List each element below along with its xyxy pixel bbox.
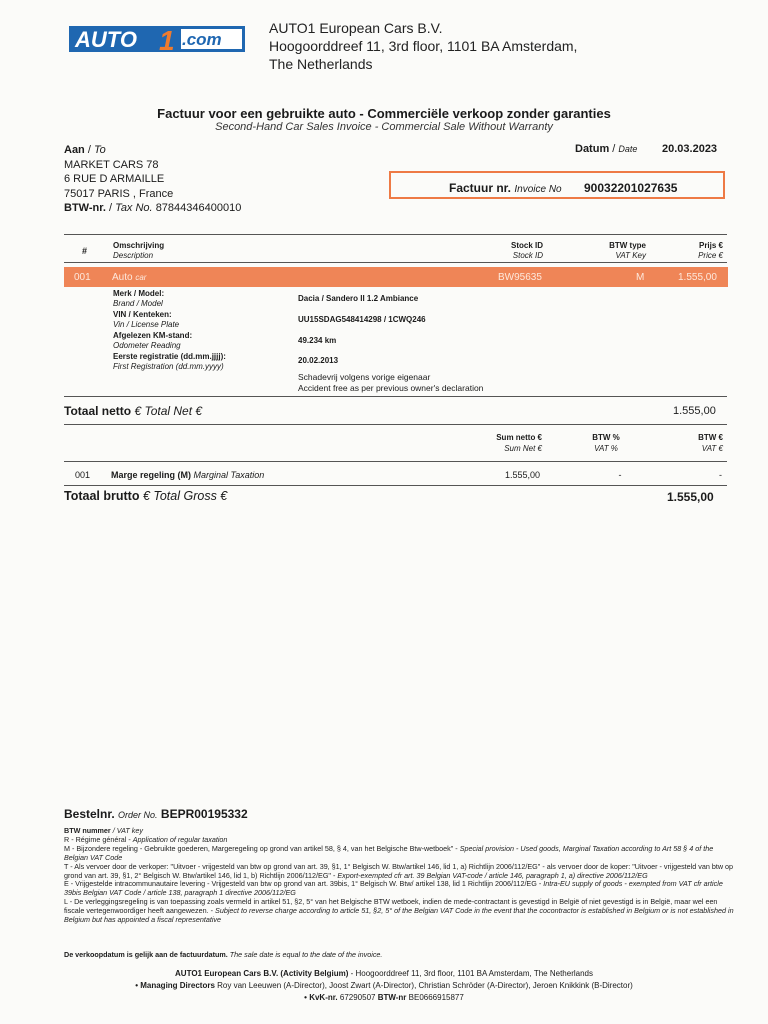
recipient-label: Aan: [64, 144, 85, 156]
invoice-date: 20.03.2023: [662, 143, 718, 155]
marge-label: Marge regeling (M) Marginal Taxation: [111, 470, 265, 480]
recipient-block: Aan / To MARKET CARS 78 6 RUE D ARMAILLE 75017 PARIS , France BTW-nr. / Tax No. 87844346400010: [64, 144, 242, 214]
col-stock: Stock ID Stock ID: [510, 241, 543, 260]
divider: [64, 262, 727, 263]
total-net-value: 1.555,00: [673, 405, 716, 417]
divider: [64, 424, 727, 425]
col-price: Prijs € Price €: [698, 241, 723, 260]
logo-one-text: 1: [159, 26, 175, 52]
logo-auto-text: AUTO: [75, 27, 137, 52]
legal-notes: BTW nummer / VAT key R - Régime général - Application of regular taxation M - Bijzondere regeling - Gebruikte goederen, Margeregeling op grond van artikel 58, § 4, van het Belgische Btw-wetboek" - Special provision - Used goods, Marginal Taxation according to Art 58 § 4 of the Belgian VAT Code T - Als vervoer door de verkoper: "Uitvoer - vrijgesteld van btw op grond van art. 39, §1, 1° Belgisch W. Btw/artikel 146, lid 1, a) Richtlijn 2006/112/EG" - als vervoer door de koper: "Uitvoer - vrijgesteld van btw op grond van art. 39, §1, 2° Belgisch W. Btw/artikel 146, lid 1, b) Richtlijn 2006/112/EG" - Export-exempted cfr art. 39 Belgian VAT-code / article 146, paragraph 1, a) directive 2006/112/EG E - Vrijgestelde intracommunautaire levering - Vrijgesteld van btw op grond van art. 39bis, 1° Belgisch W. Btw/ artikel 138, lid 1 Richtlijn 2006/112/EG - Intra-EU supply of goods - exempted from VAT cfr article 39bis Belgian VAT Code / article 138, paragraph 1 directive 2006/112/EG L - De verleggingsregeling is van toepassing zoals vermeld in artikel 51, §2, 5° van het Belgische BTW wetboek, indien de mede-contractant is gevestigd in België of niet gevestigd is in België, maar wel een fiscale vertegenwoordiger heeft aangewezen. - Subject to reverse charge according to article 51, §2, 5° of the Belgian VAT Code in the event that the cocontractor is established in Belgium or is not established in Belgium but has appointed a fiscal representative: [64, 826, 734, 925]
footer-line-2: • Managing Directors Roy van Leeuwen (A-Director), Joost Zwart (A-Director), Christian Schröder (A-Director), Jeroen Knikkink (B-Director): [135, 981, 633, 990]
footer-line-1: AUTO1 European Cars B.V. (Activity Belgium) - Hoogoorddreef 11, 3rd floor, 1101 BA Amsterdam, The Netherlands: [175, 969, 593, 978]
col-description: Omschrijving Description: [113, 241, 165, 260]
vat-label-en: Tax No.: [115, 202, 153, 214]
order-number: Bestelnr. Order No. BEPR00195332: [64, 807, 248, 821]
recipient-city: 75017 PARIS , France: [64, 187, 174, 200]
divider: [64, 485, 727, 486]
vin-value: UU15SDAG548414298 / 1CWQ246: [298, 315, 426, 324]
vat-pct-header: BTW % VAT %: [592, 433, 620, 453]
marge-sum: 1.555,00: [504, 470, 540, 480]
sale-date-note: De verkoopdatum is gelijk aan de factuurdatum. The sale date is equal to the date of the invoice.: [64, 950, 383, 959]
total-net-label: Totaal netto € Total Net €: [64, 404, 203, 418]
divider: [64, 461, 727, 462]
divider: [64, 396, 727, 397]
divider: [64, 234, 727, 235]
logo-com-text: .com: [182, 30, 222, 49]
date-label: Datum / Date: [575, 143, 638, 155]
vat-eur-header: BTW € VAT €: [698, 433, 723, 453]
vin-label: VIN / Kenteken: Vin / License Plate: [113, 310, 180, 329]
company-address: [269, 19, 577, 73]
item-price: 1.555,00: [678, 272, 717, 283]
invoice-title: Factuur voor een gebruikte auto - Commerciële verkoop zonder garanties: [157, 106, 611, 121]
item-vat-key: M: [636, 272, 645, 283]
reg-value: 20.02.2013: [298, 356, 339, 365]
marge-vat: -: [719, 470, 722, 480]
col-vat-type: BTW type VAT Key: [609, 241, 646, 260]
reg-label: Eerste registratie (dd.mm.jjjj): First Registration (dd.mm.yyyy): [113, 352, 226, 371]
col-num: #: [82, 246, 88, 256]
invoice-number: 90032201027635: [584, 181, 678, 195]
recipient-street: 6 RUE D ARMAILLE: [64, 173, 165, 185]
vat-label: BTW-nr.: [64, 202, 106, 214]
item-desc: Auto car: [112, 272, 147, 283]
auto1-logo: [69, 26, 245, 52]
marge-num: 001: [75, 470, 91, 480]
footer-line-3: • KvK-nr. 67290507 BTW-nr BE0666915877: [304, 993, 464, 1002]
brand-value: Dacia / Sandero II 1.2 Ambiance: [298, 294, 419, 303]
invoice-number-label: Factuur nr. Invoice No: [449, 181, 562, 195]
item-num: 001: [74, 272, 91, 283]
marge-pct: -: [618, 470, 622, 480]
km-label: Afgelezen KM-stand: Odometer Reading: [113, 331, 193, 350]
company-street: Hoogoorddreef 11, 3rd floor, 1101 BA Amsterdam,: [269, 38, 578, 54]
company-name: AUTO1 European Cars B.V.: [269, 20, 443, 36]
company-country: The Netherlands: [269, 56, 373, 72]
brand-label: Merk / Model: Brand / Model: [113, 289, 165, 308]
item-row: [64, 267, 728, 287]
damage-note: Schadevrij volgens vorige eigenaar Accident free as per previous owner's declaration: [298, 372, 484, 393]
invoice-subtitle: Second-Hand Car Sales Invoice - Commercial Sale Without Warranty: [215, 121, 553, 133]
recipient-label-en: To: [93, 144, 106, 156]
item-stock-id: BW95635: [498, 272, 542, 283]
vat-number: 87844346400010: [155, 202, 242, 214]
km-value: 49.234 km: [298, 336, 337, 345]
sum-net-header: Sum netto € Sum Net €: [496, 433, 542, 453]
total-gross-value: 1.555,00: [667, 490, 714, 504]
recipient-name: MARKET CARS 78: [64, 158, 159, 171]
total-gross-label: Totaal brutto € Total Gross €: [64, 489, 228, 503]
